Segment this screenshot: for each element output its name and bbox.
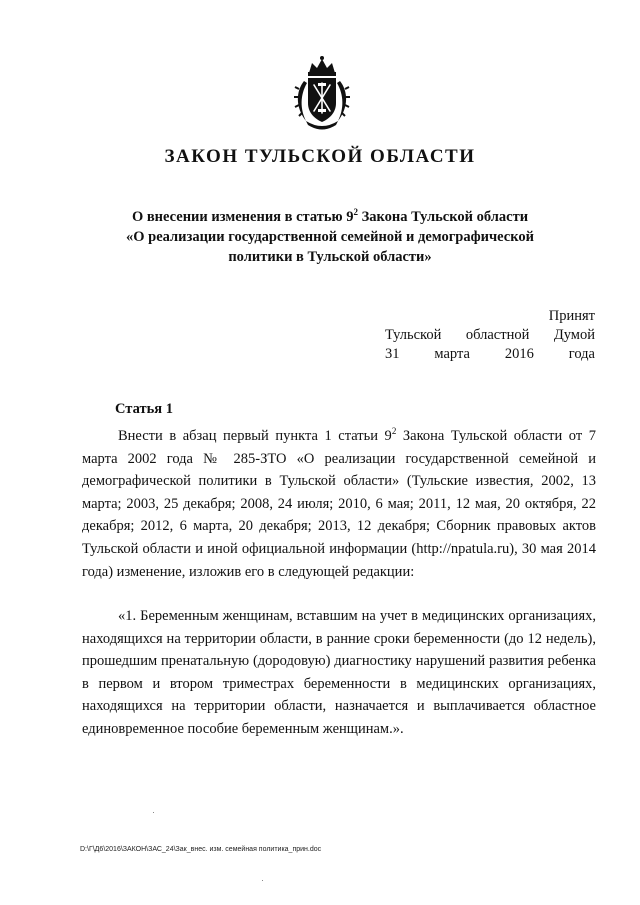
law-subject [95, 207, 565, 267]
article-paragraph-1: Внести в абзац первый пункта 1 статьи $9^2$ Закона Тульской области от 7 марта 2002 года № 285-ЗТО «О реализации государственной семейной и демографической политики в Тульской области» (Тульские известия, 2002, 13 марта; 2003, 25 декабря; 2008, 24 июля; 2010, 6 мая; 2011, 12 мая, 20 октября, 22 декабря; 2012, 6 марта, 20 декабря; 2013, 12 декабря; Сборник правовых актов Тульской области и иной официальной информации (http://npatula.ru), 30 мая 2014 года) изменение, изложив его в следующей редакции: [82, 426, 596, 580]
subject-line-2: «О реализации государственной семейной и демографической [125, 229, 535, 245]
file-path-footer: D:\Г\Д6\2016\ЗАКОН\ЗАС_24\Зак_внес. изм. семейная политика_прин.doc [80, 846, 322, 853]
adopted-by: Тульской областной Думой [385, 327, 595, 343]
subject-line-3: политики в Тульской области» [228, 249, 432, 265]
scan-speck [262, 880, 263, 881]
law-title: ЗАКОН ТУЛЬСКОЙ ОБЛАСТИ [164, 146, 476, 167]
adoption-block [385, 307, 595, 364]
coat-of-arms-icon [290, 55, 354, 131]
article-paragraph-2: «1. Беременным женщинам, вставшим на учет в медицинских организациях, находящихся на территории области, в ранние сроки беременности (до 12 недель), прошедшим пренатальную (дородовую) диагностику нарушений развития ребенка в первом и втором триместрах беременности в медицинских организациях, находящихся на территории области, назначается и выплачивается областное единовременное пособие беременным женщинам.». [82, 608, 596, 737]
scan-speck [153, 812, 154, 813]
subject-line-1: О внесении изменения в статью $9^2$ Закона Тульской области [131, 207, 529, 225]
adopted-label: Принят [548, 308, 595, 324]
article-title: Статья 1 [115, 401, 173, 417]
adopted-date: 31 марта 2016 года [385, 346, 595, 362]
